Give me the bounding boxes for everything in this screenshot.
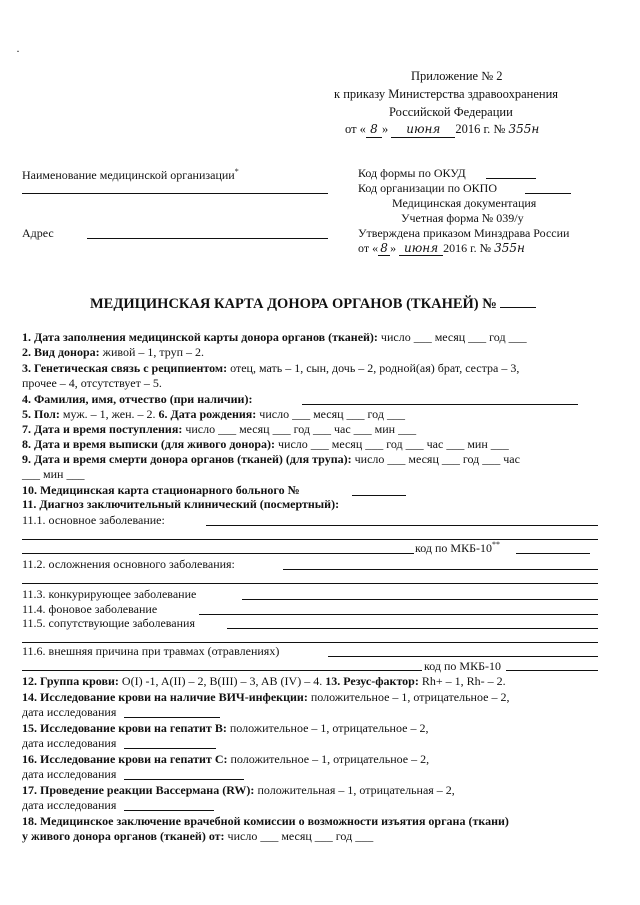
appendix-date-prefix: от « <box>345 122 366 136</box>
item-11-6: 11.6. внешняя причина при травмах (отравлениях) <box>22 644 280 658</box>
item-10: 10. Медицинская карта стационарного больного № <box>22 483 300 497</box>
mkb-code-2-line <box>506 670 598 671</box>
mkb-code-1-line <box>516 553 590 554</box>
mkb-code-1: код по МКБ-10** <box>415 540 500 555</box>
item-14-date-line <box>124 717 220 718</box>
item-12-13: 12. Группа крови: O(I) -1, A(II) – 2, B(III) – 3, AB (IV) – 4. 13. Резус-фактор: Rh+ – 1, Rh- – 2. <box>22 674 506 688</box>
okpo-label: Код организации по ОКПО <box>358 181 498 195</box>
item-11-1-line2 <box>22 539 598 540</box>
item-1: 1. Дата заполнения медицинской карты донора органов (тканей): число ___ месяц ___ год ___ <box>22 330 527 344</box>
item-7: 7. Дата и время поступления: число ___ месяц ___ год ___ час ___ мин ___ <box>22 422 417 436</box>
item-11-2-line <box>283 569 598 570</box>
item-11-5-line2 <box>22 642 598 643</box>
item-10-line <box>352 495 406 496</box>
item-11-5: 11.5. сопутствующие заболевания <box>22 616 195 630</box>
item-17-date: дата исследования <box>22 798 117 812</box>
approved-date-mid: » <box>390 241 397 255</box>
item-11-5-line <box>227 628 598 629</box>
item-11-4: 11.4. фоновое заболевание <box>22 602 158 616</box>
item-5-6: 5. Пол: муж. – 1, жен. – 2. 6. Дата рождения: число ___ месяц ___ год ___ <box>22 407 405 421</box>
appendix-date-mid: » <box>381 122 389 136</box>
item-18-cont: у живого донора органов (тканей) от: число ___ месяц ___ год ___ <box>22 829 374 843</box>
item-11-1-line <box>206 525 598 526</box>
address-label: Адрес <box>22 226 54 240</box>
appendix-rf-line: Российской Федерации <box>389 105 513 119</box>
item-11-2: 11.2. осложнения основного заболевания: <box>22 557 235 571</box>
item-4: 4. Фамилия, имя, отчество (при наличии): <box>22 392 253 406</box>
item-11-3-line <box>242 599 598 600</box>
approved-label: Утверждена приказом Минздрава России <box>358 226 570 240</box>
item-15-date-line <box>124 748 216 749</box>
appendix-order-line: к приказу Министерства здравоохранения <box>334 87 559 101</box>
address-line <box>87 238 328 239</box>
item-11-3: 11.3. конкурирующее заболевание <box>22 587 197 601</box>
okud-label: Код формы по ОКУД <box>358 166 466 180</box>
appendix-date-year: 2016 г. № <box>455 122 506 136</box>
item-16: 16. Исследование крови на гепатит С: положительное – 1, отрицательное – 2, <box>22 752 430 766</box>
approved-date <box>358 241 525 256</box>
item-18: 18. Медицинское заключение врачебной комиссии о возможности изъятия органа (ткани) <box>22 814 509 828</box>
okud-line <box>486 178 536 179</box>
approved-date-year: 2016 г. № <box>443 241 492 255</box>
card-title-text: МЕДИЦИНСКАЯ КАРТА ДОНОРА ОРГАНОВ (ТКАНЕЙ) № <box>90 296 497 312</box>
approved-date-month: июня <box>399 241 443 256</box>
approved-date-prefix: от « <box>358 241 379 255</box>
org-name-mark: * <box>234 167 239 176</box>
org-name-label <box>22 168 239 182</box>
item-17-date-line <box>124 810 214 811</box>
doc-type: Медицинская документация <box>392 196 537 210</box>
item-11-1-line3 <box>22 553 414 554</box>
item-15-date: дата исследования <box>22 736 117 750</box>
item-11-6-line <box>328 656 598 657</box>
item-11-6-line2 <box>22 670 422 671</box>
item-15: 15. Исследование крови на гепатит В: положительное – 1, отрицательное – 2, <box>22 721 429 735</box>
card-title <box>90 296 536 313</box>
org-name-text: Наименование медицинской организации <box>22 168 235 182</box>
okpo-line <box>525 193 571 194</box>
item-11-4-line <box>199 614 598 615</box>
item-16-date-line <box>124 779 244 780</box>
item-11-2-line2 <box>22 583 598 584</box>
appendix-date <box>345 122 539 138</box>
item-2: 2. Вид донора: живой – 1, труп – 2. <box>22 345 205 359</box>
org-name-line <box>22 193 328 194</box>
item-17: 17. Проведение реакции Вассермана (RW): положительная – 1, отрицательная – 2, <box>22 783 455 797</box>
appendix-date-month: июня <box>391 122 455 138</box>
appendix-date-day: 8 <box>366 122 382 138</box>
page-dot: · <box>16 44 20 58</box>
item-11-1: 11.1. основное заболевание: <box>22 513 165 527</box>
item-9-cont: ___ мин ___ <box>22 467 85 481</box>
approved-date-day: 8 <box>378 241 390 256</box>
appendix-date-number: 355н <box>508 122 540 136</box>
appendix-title: Приложение № 2 <box>411 69 503 83</box>
item-3: 3. Генетическая связь с реципиентом: отец, мать – 1, сын, дочь – 2, родной(ая) брат, сестра – 3, <box>22 361 520 375</box>
item-16-date: дата исследования <box>22 767 117 781</box>
item-11: 11. Диагноз заключительный клинический (посмертный): <box>22 497 340 511</box>
item-14-date: дата исследования <box>22 705 117 719</box>
item-9: 9. Дата и время смерти донора органов (тканей) (для трупа): число ___ месяц ___ год ___ час <box>22 452 520 466</box>
approved-date-number: 355н <box>494 241 525 255</box>
mkb-code-2: код по МКБ-10 <box>424 659 501 673</box>
item-3-cont: прочее – 4, отсутствует – 5. <box>22 376 162 390</box>
item-4-line <box>302 404 578 405</box>
item-14: 14. Исследование крови на наличие ВИЧ-инфекции: положительное – 1, отрицательное – 2, <box>22 690 510 704</box>
item-8: 8. Дата и время выписки (для живого донора): число ___ месяц ___ год ___ час ___ мин ___ <box>22 437 509 451</box>
form-number: Учетная форма № 039/у <box>401 211 524 225</box>
